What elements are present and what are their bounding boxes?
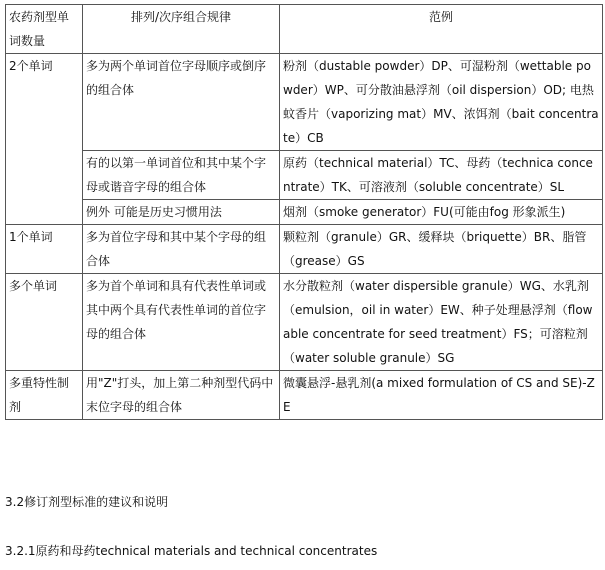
rule-cell: 例外 可能是历史习惯用法 — [83, 200, 280, 225]
table-row — [6, 274, 603, 371]
table-header-row — [6, 5, 603, 54]
word-count-cell: 2个单词 — [6, 54, 83, 225]
rule-cell: 用"Z"打头，加上第二种剂型代码中末位字母的组合体 — [83, 371, 280, 420]
example-cell: 颗粒剂（granule）GR、缓释块（briquette）BR、脂管（grease）GS — [280, 225, 603, 274]
example-cell: 烟剂（smoke generator）FU(可能由fog 形象派生) — [280, 200, 603, 225]
rule-cell: 多为首个单词和具有代表性单词或其中两个具有代表性单词的首位字母的组合体 — [83, 274, 280, 371]
table-row — [6, 54, 603, 151]
word-count-cell: 多重特性制剂 — [6, 371, 83, 420]
example-cell: 水分散粒剂（water dispersible granule）WG、水乳剂（emulsion，oil in water）EW、种子处理悬浮剂（flowable concentrate for seed treatment）FS；可溶粒剂（water soluble granule）SG — [280, 274, 603, 371]
table-row — [6, 151, 603, 200]
table-row — [6, 225, 603, 274]
section-heading-3-2: 3.2修订剂型标准的建议和说明 — [5, 495, 169, 509]
example-cell: 原药（technical material）TC、母药（technica concentrate）TK、可溶液剂（soluble concentrate）SL — [280, 151, 603, 200]
word-count-cell: 多个单词 — [6, 274, 83, 371]
header-example: 范例 — [280, 5, 603, 54]
rule-cell: 多为两个单词首位字母顺序或倒序的组合体 — [83, 54, 280, 151]
example-cell: 微囊悬浮-悬乳剂(a mixed formulation of CS and SE)-ZE — [280, 371, 603, 420]
rule-cell: 多为首位字母和其中某个字母的组合体 — [83, 225, 280, 274]
formulation-code-table — [5, 4, 603, 420]
rule-cell: 有的以第一单词首位和其中某个字母或谐音字母的组合体 — [83, 151, 280, 200]
header-rule: 排列/次序组合规律 — [83, 5, 280, 54]
header-word-count: 农药剂型单词数量 — [6, 5, 83, 54]
example-cell: 粉剂（dustable powder）DP、可湿粉剂（wettable powder）WP、可分散油悬浮剂（oil dispersion）OD; 电热蚊香片（vaporizing mat）MV、浓饵剂（bait concentrate）CB — [280, 54, 603, 151]
table-row — [6, 200, 603, 225]
section-heading-3-2-1: 3.2.1原药和母药technical materials and technical concentrates — [5, 544, 378, 558]
word-count-cell: 1个单词 — [6, 225, 83, 274]
table-row — [6, 371, 603, 420]
